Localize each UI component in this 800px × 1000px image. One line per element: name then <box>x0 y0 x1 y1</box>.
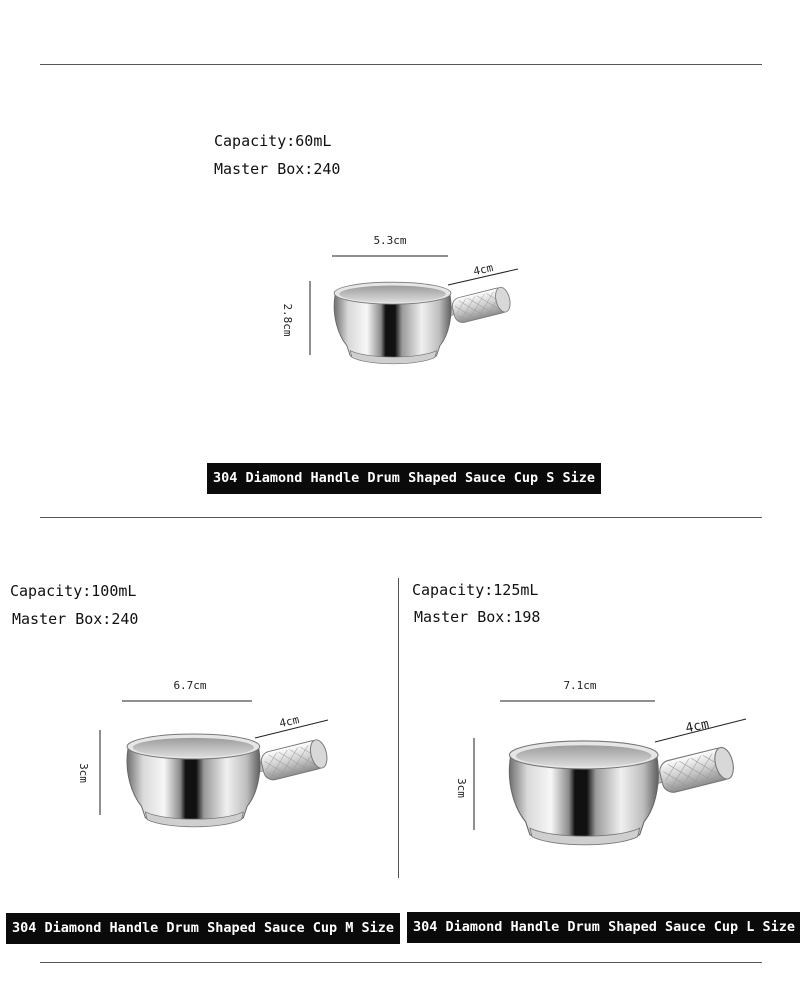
height-dimension: 2.8cm <box>281 303 294 337</box>
capacity-label: Capacity:60mL <box>214 132 332 150</box>
sauce-cup-illustration <box>450 670 770 855</box>
product-caption: 304 Diamond Handle Drum Shaped Sauce Cup L Size <box>407 912 800 943</box>
top-divider <box>40 64 762 65</box>
column-divider <box>398 578 399 878</box>
master-box-label: Master Box:240 <box>12 610 139 628</box>
width-dimension: 6.7cm <box>173 679 207 692</box>
sauce-cup-illustration <box>270 225 540 375</box>
capacity-label: Capacity:125mL <box>412 581 539 599</box>
width-dimension: 7.1cm <box>563 679 597 692</box>
height-dimension: 3cm <box>77 763 90 783</box>
product-caption: 304 Diamond Handle Drum Shaped Sauce Cup S Size <box>207 463 601 494</box>
sauce-cup-illustration <box>70 670 360 835</box>
width-dimension: 5.3cm <box>373 234 407 247</box>
capacity-label: Capacity:100mL <box>10 582 137 600</box>
handle-dimension: 4cm <box>684 716 711 737</box>
height-dimension: 3cm <box>455 778 468 798</box>
product-caption: 304 Diamond Handle Drum Shaped Sauce Cup M Size <box>6 913 400 944</box>
middle-divider <box>40 517 762 518</box>
bottom-divider <box>40 962 762 963</box>
handle-dimension: 4cm <box>278 713 301 731</box>
master-box-label: Master Box:198 <box>414 608 541 626</box>
master-box-label: Master Box:240 <box>214 160 341 178</box>
handle-dimension: 4cm <box>472 261 495 279</box>
